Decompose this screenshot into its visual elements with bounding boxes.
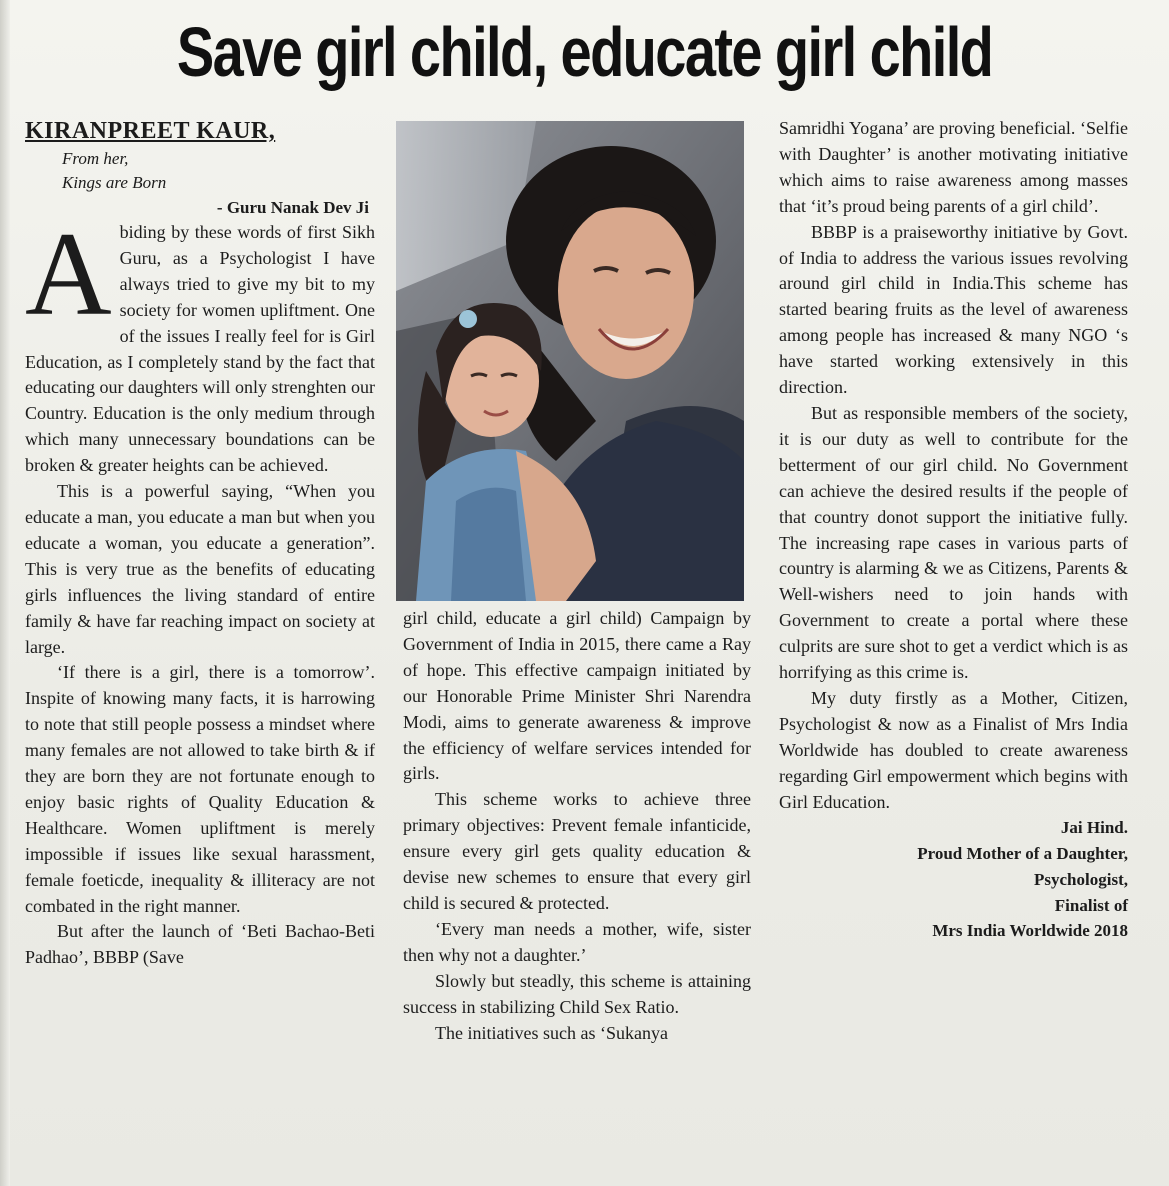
paragraph-12: But as responsible members of the society, it is our duty as well to contribute for the betterment of our girl child. No Government can achieve the desired results if the people of that country donot support the initiative fully. The increasing rape cases in various parts of country is alarming & we as Citizens, Parents & Well-wishers need to join hands with Government to create a portal where these culprits are sure shot to get a verdict which is as horrifying as this crime is. xyxy=(779,402,1128,683)
signoff-line-3: Psychologist, xyxy=(1034,869,1128,889)
paragraph-3: ‘If there is a girl, there is a tomorrow’. Inspite of knowing many facts, it is harrowing to note that still people possess a mindset where many females are not allowed to take birth & if they are born they are not fortunate enough to enjoy basic rights of Quality Education & Healthcare. Women upliftment is merely impossible if issues like sexual harassment, female foeticde, inequality & illiteracy are not combated in the right manner. xyxy=(25,662,375,916)
article-column-2 xyxy=(403,606,751,1046)
quote-author: - Guru Nanak Dev Ji xyxy=(216,198,369,217)
article-photo xyxy=(396,121,744,601)
drop-cap: A xyxy=(25,207,112,340)
paragraph-2: This is a powerful saying, “When you educate a man, you educate a man but when you educate a woman, you educate a generation”. This is very true as the benefits of educating girls influences the living standard of entire family & have far reaching impact on society at large. xyxy=(25,481,375,657)
quote-line-1: From her, xyxy=(62,149,129,168)
page-edge xyxy=(0,0,10,1186)
signoff-line-2: Proud Mother of a Daughter, xyxy=(917,844,1128,864)
paragraph-9: The initiatives such as ‘Sukanya xyxy=(435,1022,668,1043)
paragraph-6: This scheme works to achieve three primary objectives: Prevent female infanticide, ensure every girl gets quality education & devise new schemes to ensure that every girl child is secured & protected. xyxy=(403,789,751,913)
paragraph-13: My duty firstly as a Mother, Citizen, Psychologist & now as a Finalist of Mrs India Worldwide has doubled to create awareness regarding Girl empowerment which begins with Girl Education. xyxy=(779,687,1128,812)
selfie-photo-illustration xyxy=(396,121,744,601)
article-column-3 xyxy=(779,116,1128,944)
article-column-1 xyxy=(25,117,375,971)
quote-line-2: Kings are Born xyxy=(62,173,167,192)
signoff-line-5: Mrs India Worldwide 2018 xyxy=(932,921,1128,941)
signoff xyxy=(779,815,1128,944)
paragraph-1-text: biding by these words of first Sikh Guru, as a Psychologist I have always tried to give my bit to my society for women upliftment. One of the issues I really feel for is Girl Education, as I completely stand by the fact that educating our daughters will only strenghten our Country. Education is the only medium through which many unnecessary boundations can be broken & greater heights can be achieved. xyxy=(25,222,375,476)
paragraph-8: Slowly but steadly, this scheme is attaining success in stabilizing Child Sex Ratio. xyxy=(403,970,751,1017)
byline: KIRANPREET KAUR, xyxy=(25,118,276,144)
paragraph-5: girl child, educate a girl child) Campaign by Government of India in 2015, there came a Ray of hope. This effective campaign initiated by our Honorable Prime Minister Shri Narendra Modi, aims to generate awareness & improve the efficiency of welfare services intended for girls. xyxy=(403,608,751,784)
signoff-line-4: Finalist of xyxy=(1054,895,1128,915)
paragraph-7: ‘Every man needs a mother, wife, sister then why not a daughter.’ xyxy=(403,918,751,965)
signoff-line-1: Jai Hind. xyxy=(1060,818,1128,838)
paragraph-10: Samridhi Yogana’ are proving beneficial. ‘Selfie with Daughter’ is another motivating initiative which aims to raise awareness among masses that ‘it’s proud being parents of a girl child’. xyxy=(779,118,1128,216)
paragraph-11: BBBP is a praiseworthy initiative by Govt. of India to address the various issues revolving around girl child in India.This scheme has started bearing fruits as the level of awareness among people has increased & many NGO ‘s have started working extensively in this direction. xyxy=(779,221,1128,398)
headline: Save girl child, educate girl child xyxy=(176,13,993,91)
paragraph-4: But after the launch of ‘Beti Bachao-Beti Padhao’, BBBP (Save xyxy=(25,921,375,968)
